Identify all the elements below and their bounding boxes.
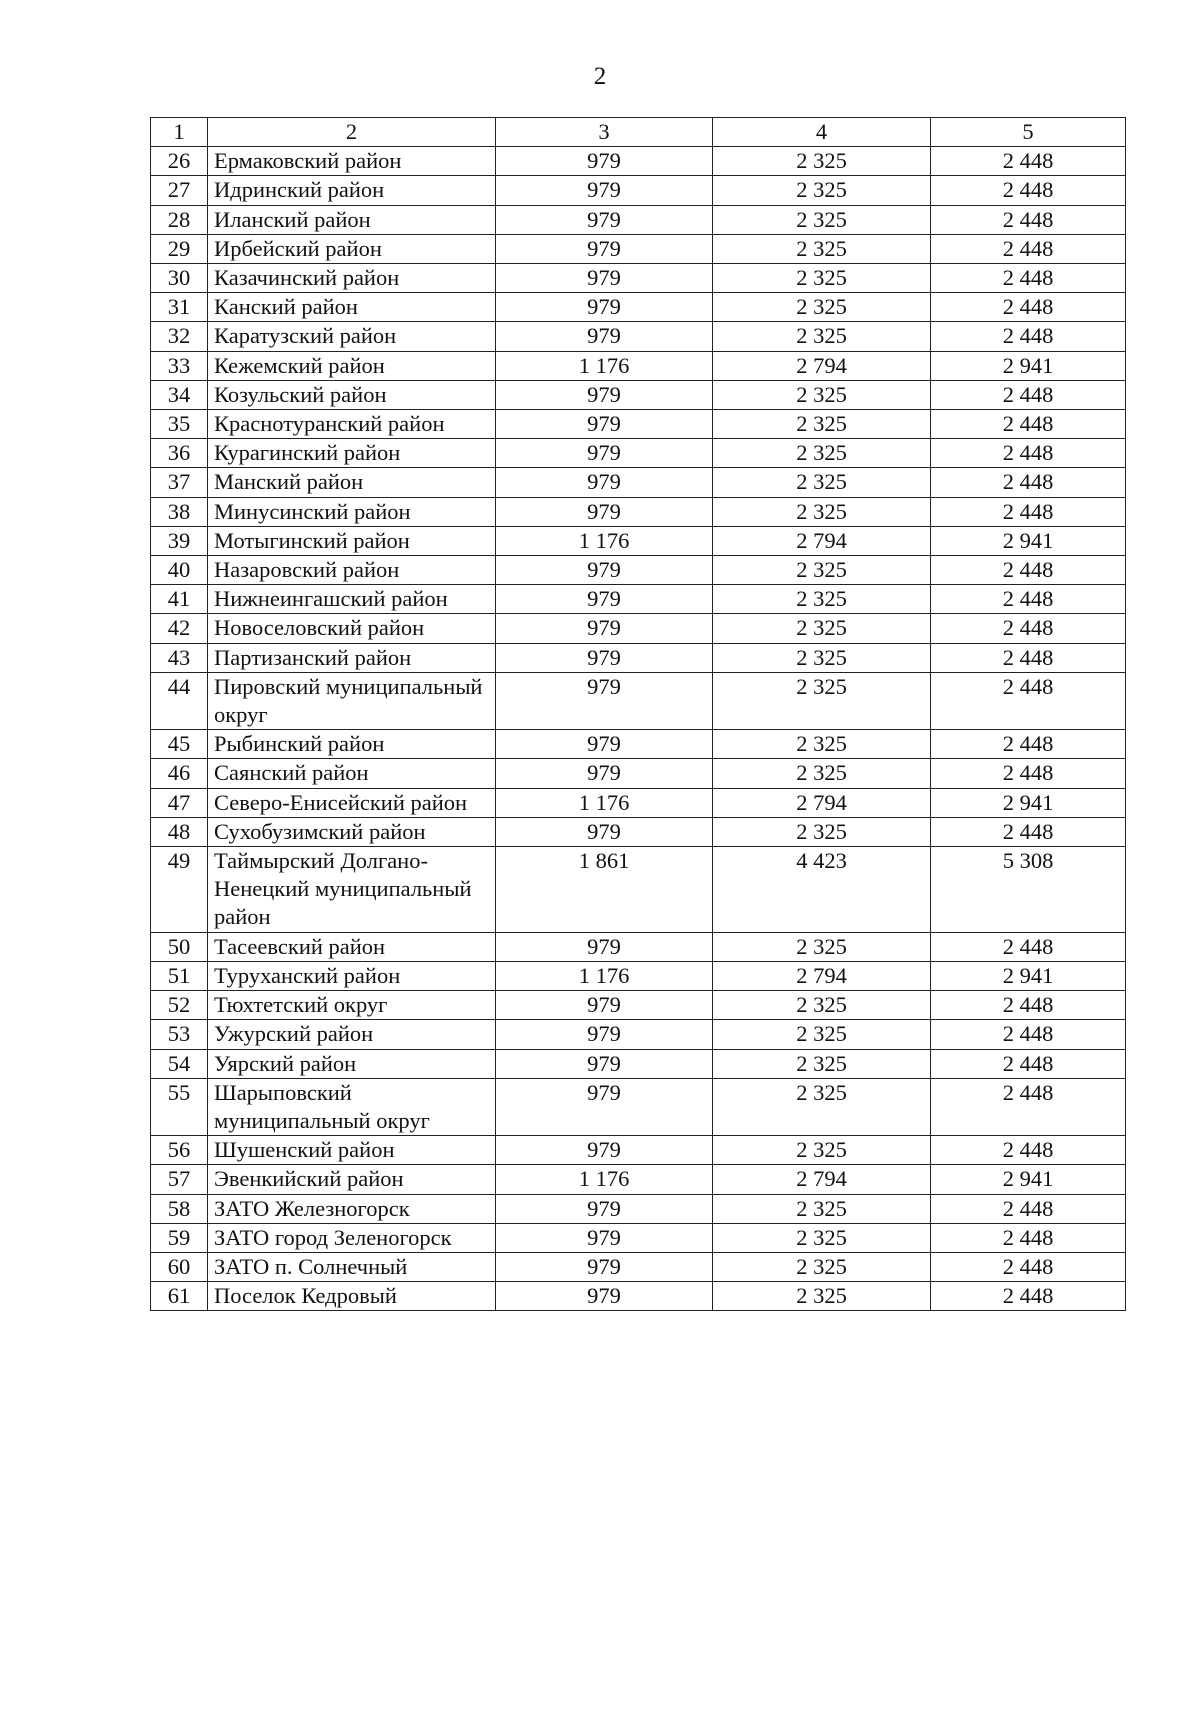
- row-number: 40: [151, 556, 208, 585]
- value-col-4: 2 325: [713, 322, 931, 351]
- value-col-4: 2 325: [713, 730, 931, 759]
- row-number: 37: [151, 468, 208, 497]
- row-number: 56: [151, 1136, 208, 1165]
- table-row: [151, 1020, 1126, 1049]
- value-col-3: 979: [496, 759, 713, 788]
- value-col-3: 979: [496, 1252, 713, 1281]
- value-col-3: 979: [496, 643, 713, 672]
- value-col-4: 2 325: [713, 205, 931, 234]
- municipality-name: Назаровский район: [208, 556, 496, 585]
- page-number: 2: [593, 63, 607, 90]
- value-col-3: 979: [496, 614, 713, 643]
- table-row: [151, 614, 1126, 643]
- row-number: 34: [151, 380, 208, 409]
- value-col-4: 2 325: [713, 1223, 931, 1252]
- value-col-3: 979: [496, 1223, 713, 1252]
- row-number: 28: [151, 205, 208, 234]
- row-number: 35: [151, 410, 208, 439]
- value-col-4: 2 325: [713, 556, 931, 585]
- table-row: [151, 205, 1126, 234]
- municipality-name: Краснотуранский район: [208, 410, 496, 439]
- table-row: [151, 526, 1126, 555]
- municipality-name: Ирбейский район: [208, 234, 496, 263]
- municipality-name: Пировский муниципальный округ: [208, 672, 496, 729]
- table-row: [151, 1078, 1126, 1135]
- value-col-4: 2 325: [713, 1282, 931, 1311]
- value-col-3: 979: [496, 932, 713, 961]
- value-col-5: 2 448: [931, 410, 1126, 439]
- row-number: 61: [151, 1282, 208, 1311]
- value-col-4: 2 325: [713, 497, 931, 526]
- table-row: [151, 410, 1126, 439]
- municipality-name: Минусинский район: [208, 497, 496, 526]
- row-number: 29: [151, 234, 208, 263]
- municipality-name: Нижнеингашский район: [208, 585, 496, 614]
- value-col-3: 979: [496, 234, 713, 263]
- row-number: 53: [151, 1020, 208, 1049]
- municipality-name: Каратузский район: [208, 322, 496, 351]
- value-col-4: 2 325: [713, 147, 931, 176]
- value-col-4: 2 325: [713, 1136, 931, 1165]
- value-col-4: 2 794: [713, 351, 931, 380]
- table-row: [151, 556, 1126, 585]
- value-col-3: 979: [496, 556, 713, 585]
- municipality-name: Канский район: [208, 293, 496, 322]
- row-number: 58: [151, 1194, 208, 1223]
- row-number: 26: [151, 147, 208, 176]
- row-number: 46: [151, 759, 208, 788]
- table-row: [151, 585, 1126, 614]
- value-col-5: 5 308: [931, 847, 1126, 933]
- value-col-3: 979: [496, 1020, 713, 1049]
- table-row: [151, 788, 1126, 817]
- value-col-5: 2 448: [931, 468, 1126, 497]
- value-col-4: 2 325: [713, 380, 931, 409]
- row-number: 60: [151, 1252, 208, 1281]
- value-col-3: 979: [496, 410, 713, 439]
- table-row: [151, 991, 1126, 1020]
- table-row: [151, 1194, 1126, 1223]
- municipality-name: Новоселовский район: [208, 614, 496, 643]
- table-row: [151, 234, 1126, 263]
- municipality-name: Казачинский район: [208, 264, 496, 293]
- value-col-4: 2 325: [713, 585, 931, 614]
- table-row: [151, 264, 1126, 293]
- column-header-1: 1: [151, 118, 208, 147]
- row-number: 49: [151, 847, 208, 933]
- value-col-3: 1 176: [496, 526, 713, 555]
- value-col-5: 2 448: [931, 497, 1126, 526]
- value-col-3: 979: [496, 1049, 713, 1078]
- municipality-name: Ермаковский район: [208, 147, 496, 176]
- municipality-name: Курагинский район: [208, 439, 496, 468]
- table-row: [151, 932, 1126, 961]
- value-col-4: 2 325: [713, 293, 931, 322]
- table-row: [151, 1136, 1126, 1165]
- value-col-5: 2 448: [931, 234, 1126, 263]
- column-header-4: 4: [713, 118, 931, 147]
- municipality-name: Таймырский Долгано-Ненецкий муниципальный район: [208, 847, 496, 933]
- municipality-name: Партизанский район: [208, 643, 496, 672]
- row-number: 43: [151, 643, 208, 672]
- value-col-4: 2 325: [713, 672, 931, 729]
- column-header-2: 2: [208, 118, 496, 147]
- row-number: 44: [151, 672, 208, 729]
- municipality-name: Идринский район: [208, 176, 496, 205]
- value-col-5: 2 448: [931, 932, 1126, 961]
- row-number: 52: [151, 991, 208, 1020]
- value-col-5: 2 941: [931, 351, 1126, 380]
- municipality-name: ЗАТО Железногорск: [208, 1194, 496, 1223]
- table-row: [151, 1252, 1126, 1281]
- table-row: [151, 322, 1126, 351]
- municipality-name: Кежемский район: [208, 351, 496, 380]
- value-col-5: 2 448: [931, 614, 1126, 643]
- municipality-name: ЗАТО п. Солнечный: [208, 1252, 496, 1281]
- column-header-3: 3: [496, 118, 713, 147]
- table-row: [151, 147, 1126, 176]
- value-col-3: 1 176: [496, 788, 713, 817]
- municipality-name: Сухобузимский район: [208, 817, 496, 846]
- value-col-3: 979: [496, 585, 713, 614]
- value-col-3: 979: [496, 672, 713, 729]
- row-number: 32: [151, 322, 208, 351]
- value-col-3: 979: [496, 147, 713, 176]
- value-col-5: 2 448: [931, 1020, 1126, 1049]
- municipality-name: Тюхтетский округ: [208, 991, 496, 1020]
- value-col-5: 2 448: [931, 380, 1126, 409]
- value-col-3: 979: [496, 380, 713, 409]
- value-col-4: 2 794: [713, 961, 931, 990]
- value-col-3: 979: [496, 1078, 713, 1135]
- table-row: [151, 1165, 1126, 1194]
- table-row: [151, 497, 1126, 526]
- value-col-3: 979: [496, 468, 713, 497]
- value-col-3: 979: [496, 991, 713, 1020]
- value-col-4: 2 794: [713, 788, 931, 817]
- value-col-4: 2 325: [713, 1252, 931, 1281]
- row-number: 39: [151, 526, 208, 555]
- table-row: [151, 351, 1126, 380]
- value-col-3: 979: [496, 1194, 713, 1223]
- table-row: [151, 847, 1126, 933]
- value-col-5: 2 448: [931, 322, 1126, 351]
- value-col-4: 2 325: [713, 643, 931, 672]
- row-number: 59: [151, 1223, 208, 1252]
- table-row: [151, 1049, 1126, 1078]
- value-col-4: 2 325: [713, 176, 931, 205]
- value-col-5: 2 448: [931, 1078, 1126, 1135]
- value-col-5: 2 448: [931, 205, 1126, 234]
- value-col-3: 979: [496, 264, 713, 293]
- value-col-5: 2 941: [931, 1165, 1126, 1194]
- value-col-3: 1 176: [496, 961, 713, 990]
- municipality-name: ЗАТО город Зеленогорск: [208, 1223, 496, 1252]
- value-col-5: 2 448: [931, 439, 1126, 468]
- municipality-name: Саянский район: [208, 759, 496, 788]
- value-col-5: 2 448: [931, 730, 1126, 759]
- municipality-name: Туруханский район: [208, 961, 496, 990]
- value-col-4: 2 325: [713, 1049, 931, 1078]
- value-col-3: 1 176: [496, 1165, 713, 1194]
- row-number: 45: [151, 730, 208, 759]
- value-col-5: 2 448: [931, 672, 1126, 729]
- value-col-3: 1 861: [496, 847, 713, 933]
- value-col-5: 2 448: [931, 1282, 1126, 1311]
- table-row: [151, 672, 1126, 729]
- value-col-3: 979: [496, 205, 713, 234]
- row-number: 47: [151, 788, 208, 817]
- row-number: 54: [151, 1049, 208, 1078]
- value-col-4: 2 325: [713, 264, 931, 293]
- municipality-name: Рыбинский район: [208, 730, 496, 759]
- value-col-5: 2 448: [931, 176, 1126, 205]
- value-col-4: 2 325: [713, 817, 931, 846]
- table-row: [151, 643, 1126, 672]
- table-row: [151, 468, 1126, 497]
- municipality-name: Эвенкийский район: [208, 1165, 496, 1194]
- value-col-5: 2 448: [931, 293, 1126, 322]
- municipality-name: Ужурский район: [208, 1020, 496, 1049]
- value-col-3: 1 176: [496, 351, 713, 380]
- value-col-4: 2 325: [713, 759, 931, 788]
- municipality-name: Поселок Кедровый: [208, 1282, 496, 1311]
- row-number: 31: [151, 293, 208, 322]
- municipality-name: Тасеевский район: [208, 932, 496, 961]
- value-col-5: 2 448: [931, 585, 1126, 614]
- value-col-4: 2 325: [713, 614, 931, 643]
- value-col-4: 2 325: [713, 1078, 931, 1135]
- row-number: 36: [151, 439, 208, 468]
- value-col-4: 2 794: [713, 1165, 931, 1194]
- value-col-5: 2 448: [931, 1136, 1126, 1165]
- municipality-name: Иланский район: [208, 205, 496, 234]
- value-col-4: 2 325: [713, 991, 931, 1020]
- value-col-3: 979: [496, 730, 713, 759]
- value-col-5: 2 941: [931, 526, 1126, 555]
- value-col-3: 979: [496, 1136, 713, 1165]
- table-row: [151, 439, 1126, 468]
- value-col-4: 2 325: [713, 439, 931, 468]
- value-col-3: 979: [496, 293, 713, 322]
- value-col-5: 2 448: [931, 1049, 1126, 1078]
- row-number: 55: [151, 1078, 208, 1135]
- table-body: [151, 147, 1126, 1311]
- value-col-5: 2 448: [931, 264, 1126, 293]
- municipality-name: Шарыповский муниципальный округ: [208, 1078, 496, 1135]
- value-col-3: 979: [496, 817, 713, 846]
- table-row: [151, 1282, 1126, 1311]
- value-col-5: 2 448: [931, 759, 1126, 788]
- value-col-4: 2 325: [713, 932, 931, 961]
- value-col-4: 2 325: [713, 234, 931, 263]
- value-col-5: 2 448: [931, 147, 1126, 176]
- table-row: [151, 380, 1126, 409]
- value-col-5: 2 448: [931, 991, 1126, 1020]
- value-col-4: 2 325: [713, 1020, 931, 1049]
- row-number: 33: [151, 351, 208, 380]
- value-col-5: 2 941: [931, 961, 1126, 990]
- table-row: [151, 817, 1126, 846]
- value-col-3: 979: [496, 1282, 713, 1311]
- value-col-4: 4 423: [713, 847, 931, 933]
- municipality-name: Мотыгинский район: [208, 526, 496, 555]
- value-col-5: 2 448: [931, 817, 1126, 846]
- row-number: 51: [151, 961, 208, 990]
- row-number: 27: [151, 176, 208, 205]
- row-number: 30: [151, 264, 208, 293]
- row-number: 42: [151, 614, 208, 643]
- municipality-name: Северо-Енисейский район: [208, 788, 496, 817]
- column-header-5: 5: [931, 118, 1126, 147]
- value-col-5: 2 448: [931, 1223, 1126, 1252]
- municipality-name: Козульский район: [208, 380, 496, 409]
- table-header-row: [151, 118, 1126, 147]
- value-col-4: 2 325: [713, 468, 931, 497]
- municipality-name: Манский район: [208, 468, 496, 497]
- value-col-4: 2 794: [713, 526, 931, 555]
- value-col-4: 2 325: [713, 1194, 931, 1223]
- row-number: 57: [151, 1165, 208, 1194]
- value-col-5: 2 941: [931, 788, 1126, 817]
- data-table: [150, 117, 1126, 1311]
- row-number: 48: [151, 817, 208, 846]
- value-col-5: 2 448: [931, 643, 1126, 672]
- table-row: [151, 759, 1126, 788]
- municipality-name: Шушенский район: [208, 1136, 496, 1165]
- row-number: 41: [151, 585, 208, 614]
- value-col-3: 979: [496, 176, 713, 205]
- row-number: 38: [151, 497, 208, 526]
- table-row: [151, 176, 1126, 205]
- value-col-5: 2 448: [931, 1252, 1126, 1281]
- table-row: [151, 293, 1126, 322]
- row-number: 50: [151, 932, 208, 961]
- table-row: [151, 730, 1126, 759]
- value-col-5: 2 448: [931, 556, 1126, 585]
- value-col-4: 2 325: [713, 410, 931, 439]
- table-row: [151, 1223, 1126, 1252]
- value-col-3: 979: [496, 322, 713, 351]
- municipality-name: Уярский район: [208, 1049, 496, 1078]
- value-col-3: 979: [496, 497, 713, 526]
- table-row: [151, 961, 1126, 990]
- value-col-3: 979: [496, 439, 713, 468]
- value-col-5: 2 448: [931, 1194, 1126, 1223]
